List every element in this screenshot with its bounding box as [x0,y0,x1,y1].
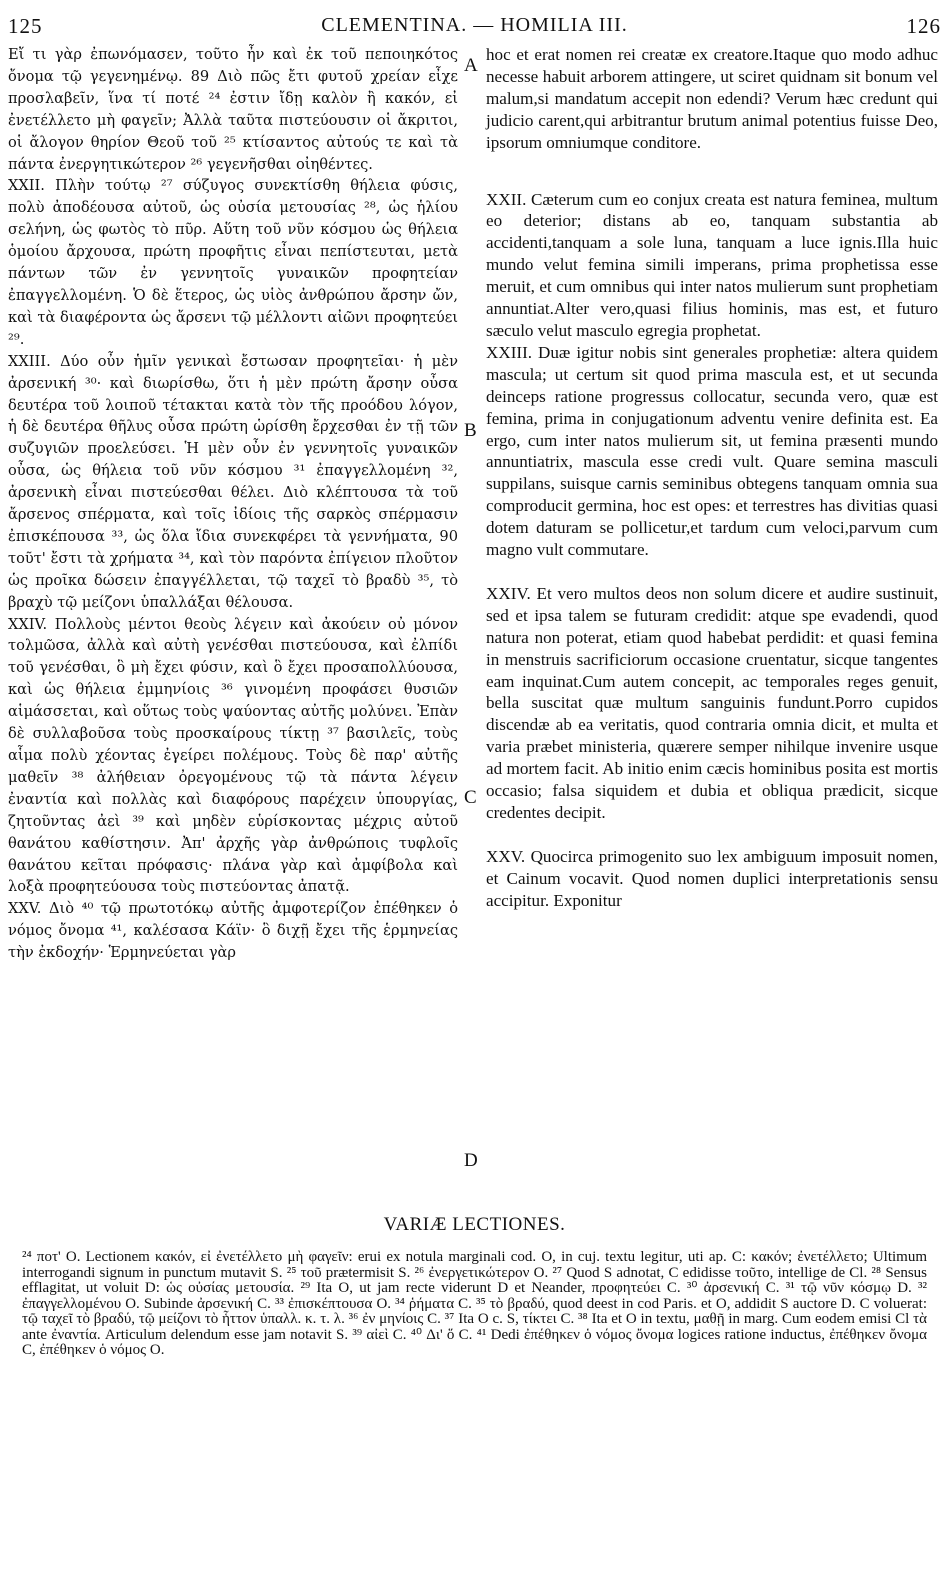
variae-lectiones-title: VARIÆ LECTIONES. [383,1214,566,1235]
greek-paragraph-xxv: XXV. Διὸ ⁴⁰ τῷ πρωτοτόκῳ αὐτῆς ἀμφοτερίζον ἐπέθηκεν ὁ νόμος ὄνομα ⁴¹, καλέσασα Κάϊν· ὃ διχῇ ἔχει τῆς ἑρμηνείας τὴν ἐκδοχήν· Ἑρμηνεύεται γὰρ [8,900,458,962]
variae-lectiones-notes [22,1250,927,1359]
variae-note: ²⁴ ποτ' O. Lectionem κακόν, εἰ ἐνετέλλετο μὴ φαγεῖν: erui ex notula marginali cod. O, in cuj. textu legitur, uti ap. C: κακόν; ἐνετέλλετο; Ultimum interrogandi signum in punctum mutavit S. ²⁵ τοῦ prætermisit S. ²⁶ ἐνεργετικώτερον O. ²⁷ Quod S adnotat, C edidisse τοῦτο, intellige de Cl. ²⁸ Sensus efflagitat, ut voluit D: ὡς οὐσίας μετουσία. ²⁹ Ita O, ut jam recte viderunt D et Neander, προφητεύει C. ³⁰ ἀρσενική C. ³¹ τῷ νῦν κόσμῳ D. ³² ἐπαγγελλομένου O. Subinde ἀρσενική C. ³³ ἐπισκέπτουσα O. ³⁴ ῥήματα C. ³⁵ τὸ βραδύ, quod deest in cod Paris. et O, addidit S auctore D. C voluerat: τῷ ταχεῖ τὸ βραδύ, τῷ μείζονι τὸ ἧττον ὑπαλλ. κ. τ. λ. ³⁶ ἐν μηνίοις C. ³⁷ Ita O c. S, τίκτει C. ³⁸ Ita et O in textu, μαθῇ in marg. Cum eodem emisi Cl τὰ ante ἐναντία. Articulum delendum esse jam notavit S. ³⁹ αἰεὶ C. ⁴⁰ Δι' ὅ C. ⁴¹ Dedi ἐπέθηκεν ὁ νόμος ὄνομα logices ratione inductus, ἐπέθηκεν ὄνομα C, ἐπέθηκεν ὁ νόμος O. [22,1249,927,1358]
greek-paragraph-intro: Εἴ τι γὰρ ἐπωνόμασεν, τοῦτο ἦν καὶ ἐκ τοῦ πεποιηκότος ὄνομα τῷ γεγενημένῳ. 89 Διὸ πῶς ἔτι φυτοῦ χρείαν εἶχε προσλαβεῖν, ἵνα τί ποτέ ²⁴ ἐστιν ἴδῃ καλὸν ἢ κακόν, εἰ ἐνετέλλετο μὴ φαγεῖν; Ἀλλὰ ταῦτα πιστεύουσιν οἱ ἄκριτοι, οἱ ἄλογον θηρίον Θεοῦ τοῦ ²⁵ κτίσαντος αὐτούς τε καὶ τὰ πάντα ἐνεργητικώτερον ²⁶ γεγενῆσθαι οἰηθέντες. [8,46,458,173]
greek-paragraph-xxiv: XXIV. Πολλοὺς μέντοι θεοὺς λέγειν καὶ ἀκούειν οὐ μόνον τολμῶσα, ἀλλὰ καὶ αὐτὴ γενέσθαι πιστεύουσα, καὶ ἐλπίδι τοῦ γενέσθαι, ὃ μὴ ἔχει φύσιν, καὶ ὃ ἔχει προσαπολλύουσα, καὶ ὡς θήλεια ἐμμηνίοις ³⁶ γινομένη προφάσει θυσιῶν αἱμάσσεται, καὶ οὕτως τοὺς ψαύοντας αὐτῆς μολύνει. Ἐπὰν δὲ συλλαβοῦσα τοὺς προσκαίρους τίκτῃ ³⁷ βασιλεῖς, τοὺς αἷμα πολὺ χέοντας ἐγείρει πολέμους. Τοὺς δὲ παρ' αὐτῆς μαθεῖν ³⁸ ἀλήθειαν ὀρεγομένους τῷ τὰ πάντα λέγειν ἐναντία καὶ πολλὰς καὶ διαφόρους παρέχειν ὑπουργίας, ζητοῦντας ἀεὶ ³⁹ καὶ μηδὲν εὑρίσκοντας μέχρις αὐτοῦ θανάτου καθίστησιν. Ἀπ' ἀρχῆς γὰρ ἀνθρώποις τυφλοῖς θανάτου κεῖται πρόφασις· πλάνα γὰρ καὶ ἀμφίβολα καὶ λοξὰ προφητεύουσα τοὺς πιστεύοντας ἀπατᾷ. [8,615,458,896]
greek-paragraph-xxii: XXII. Πλὴν τούτῳ ²⁷ σύζυγος συνεκτίσθη θήλεια φύσις, πολὺ ἀποδέουσα αὐτοῦ, ὡς οὐσία μετουσίας ²⁸, ὡς ἡλίου σελήνη, ὡς φωτὸς τὸ πῦρ. Αὕτη τοῦ νῦν κόσμου ὡς θήλεια ὁμοίου ἄρχουσα, πρώτη προφῆτις εἶναι πεπίστευται, μετὰ πάντων τῶν ἐν γεννητοῖς γυναικῶν προφητείαν ἐπαγγελλομένη. Ὁ δὲ ἕτερος, ὡς υἱὸς ἀνθρώπου ἄρσην ὤν, καὶ τὰ διαφέροντα ὡς ἄρσενι τῷ μέλλοντι αἰῶνι προφητεύει ²⁹. [8,177,458,348]
latin-paragraph-xxiii: XXIII. Duæ igitur nobis sint generales prophetiæ: altera quidem mascula; ut certum sit quod prima mascula est, et ut secunda deinceps ratione progressus collocatur, secunda vero, quæ est femina, prima in conjugationum adventu venire definita est. Ea ergo, cum inter natos mulierum sit, ut femina præsenti mundo annuntiatrix, mascula esse credi vult. Quare semina masculi suppilans, suisque carnis seminibus obtegens tanquam omnia sua comproducit germina, hoc est opes: et terrestres has divitias quasi dotem daturam se pollicetur,et tardum cum veloci,parvum cum magno vult commutare. [486,342,938,560]
page-number-left: 125 [8,14,43,38]
running-title: CLEMENTINA. — HOMILIA III. [321,14,628,36]
page-header [8,14,941,44]
margin-letter-d: D [464,1150,478,1171]
margin-letter-a: A [464,55,478,76]
latin-paragraph-xxiv: XXIV. Et vero multos deos non solum dicere et audire sustinuit, sed et ipsa talem se futuram credidit: atque spe evadendi, quod natura non poterat, etiam quod habebat perdidit: et quasi femina in menstruis sacrificiorum occasione cruentatur, sicque tangentes eam inquinat.Cum autem concepit, ac temporales reges genuit, bella suscitat quæ multum sanguinis fundunt.Porro cupidos discendæ ab ea veritatis, quod contraria omnia dicit, et multa et varia præbet ministeria, quærere semper nihilque invenire usque ad mortem facit. Ab initio enim cæcis hominibus posita est mortis occasio; falsa siquidem et dubia et obliqua prædicit, sicque credentes decipit. [486,583,938,822]
latin-paragraph-xxii: XXII. Cæterum cum eo conjux creata est natura feminea, multum eo deterior; distans ab eo, tanquam substantia ab accidenti,tanquam a sole luna, tanquam a luce ignis.Illa huic mundo velut femina simili imperans, prima prophetissa esse meruit, et cum omnibus qui inter natos mulierum sunt prophetiam annuntiat.Alter vero,quasi filius hominis, mas est, et futuro sæculo velut masculo egregia prophetat. [486,189,938,340]
greek-column [8,44,458,964]
page-number-right: 126 [906,14,941,38]
latin-paragraph-xxv: XXV. Quocirca primogenito suo lex ambiguum imposuit nomen, et Cainum vocavit. Quod nomen duplici interpretationis sensu accipitur. Exponitur [486,846,938,910]
margin-letter-c: C [464,787,477,808]
latin-paragraph-intro: hoc et erat nomen rei creatæ ex creatore.Itaque quo modo adhuc necesse habuit arborem attingere, ut sciret quidnam sit bonum vel malum,si mandatum accepit non edendi? Verum hæc credunt qui judicio carent,qui arbitrantur brutum animal potentius fuisse Deo, ipsorum omniumque conditore. [486,45,938,152]
margin-letter-b: B [464,420,477,441]
latin-column [486,44,938,912]
greek-paragraph-xxiii: XXIII. Δύο οὖν ἡμῖν γενικαὶ ἔστωσαν προφητεῖαι· ἡ μὲν ἀρσενική ³⁰· καὶ διωρίσθω, ὅτι ἡ μὲν πρώτη ἄρσην οὖσα δευτέρα τοῦ λοιποῦ τέτακται κατὰ τὸν τῆς προόδου λόγον, ἡ δὲ δευτέρα θῆλυς οὖσα πρώτη ὡρίσθη ἔρχεσθαι ἐν τῇ τῶν συζυγιῶν προελεύσει. Ἡ μὲν οὖν ἐν γεννητοῖς γυναικῶν οὖσα, ὡς θήλεια τοῦ νῦν κόσμου ³¹ ἐπαγγελλομένη ³², ἀρσενικὴ εἶναι πιστεύεσθαι θέλει. Διὸ κλέπτουσα τὰ τοῦ ἄρσενος σπέρματα, καὶ τοῖς ἰδίοις τῆς σαρκὸς σπέρμασιν ἐπισκέπουσα ³³, ὡς ὅλα ἴδια συνεκφέρει τὰ γεννήματα, 90 τοῦτ' ἔστι τὰ χρήματα ³⁴, καὶ τὸν παρόντα ἐπίγειον πλοῦτον ὡς προῖκα δώσειν ἐπαγγέλλεται, τῷ ταχεῖ τὸ βραδὺ ³⁵, τὸ βραχὺ τῷ μείζονι ὑπαλλάξαι θέλουσα. [8,352,458,611]
